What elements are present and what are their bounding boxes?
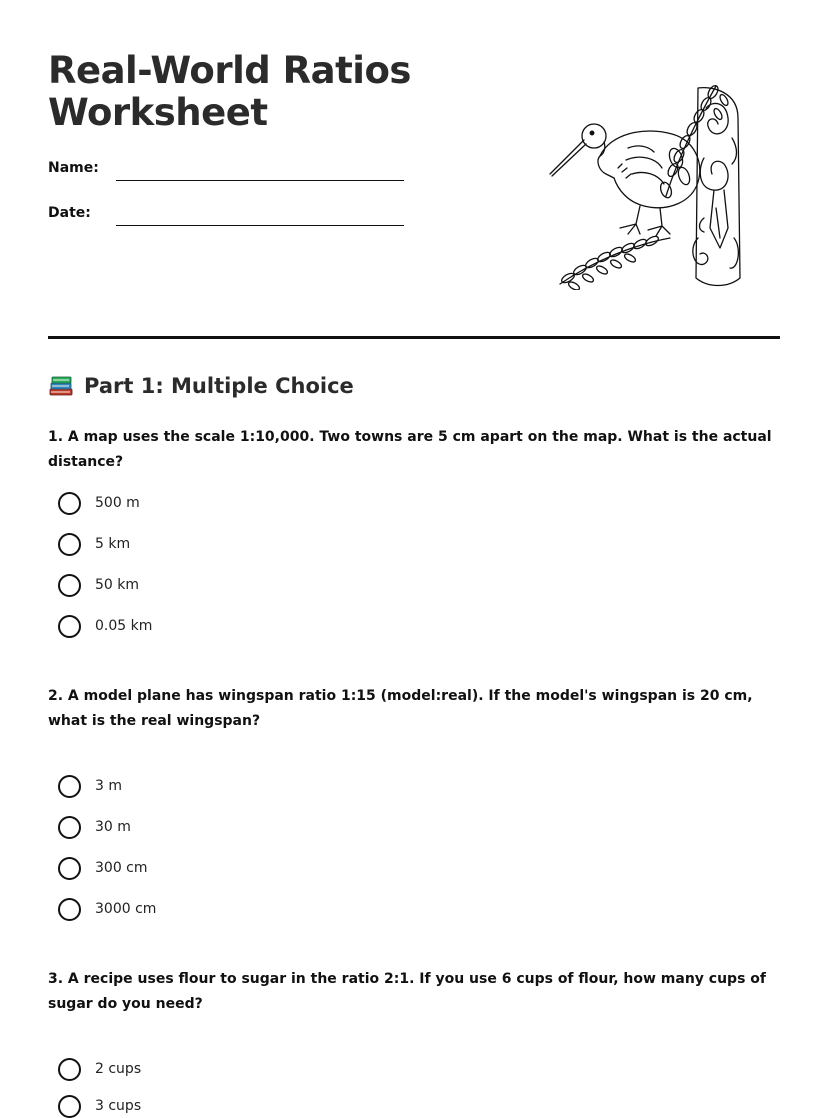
title-line-2: Worksheet bbox=[48, 91, 268, 134]
option-label: 50 km bbox=[95, 577, 140, 593]
q2-option-d[interactable] bbox=[58, 897, 156, 921]
radio-button[interactable] bbox=[58, 574, 81, 597]
option-label: 3 cups bbox=[95, 1098, 142, 1114]
radio-button[interactable] bbox=[58, 533, 81, 556]
q3-option-a[interactable] bbox=[58, 1057, 141, 1081]
q2-option-a[interactable] bbox=[58, 774, 122, 798]
date-line[interactable] bbox=[116, 225, 404, 226]
kiwi-bird-with-fern-and-carving-icon bbox=[548, 78, 748, 290]
name-label: Name: bbox=[48, 160, 99, 176]
radio-button[interactable] bbox=[58, 816, 81, 839]
date-label: Date: bbox=[48, 205, 91, 221]
question-1: 1. A map uses the scale 1:10,000. Two towns are 5 cm apart on the map. What is the actual distance? bbox=[48, 429, 772, 470]
q2-option-b[interactable] bbox=[58, 815, 131, 839]
radio-button[interactable] bbox=[58, 615, 81, 638]
option-label: 300 cm bbox=[95, 860, 148, 876]
option-label: 3000 cm bbox=[95, 901, 157, 917]
section-heading bbox=[48, 374, 354, 398]
radio-button[interactable] bbox=[58, 492, 81, 515]
q1-option-c[interactable] bbox=[58, 573, 139, 597]
q3-option-b[interactable] bbox=[58, 1094, 141, 1118]
worksheet-title bbox=[48, 50, 411, 134]
worksheet-page bbox=[48, 0, 780, 1118]
question-2: 2. A model plane has wingspan ratio 1:15 (model:real). If the model's wingspan is 20 cm, what is the real wingspan? bbox=[48, 688, 753, 729]
q1-option-d[interactable] bbox=[58, 614, 152, 638]
radio-button[interactable] bbox=[58, 1058, 81, 1081]
radio-button[interactable] bbox=[58, 1095, 81, 1118]
name-line[interactable] bbox=[116, 180, 404, 181]
option-label: 2 cups bbox=[95, 1061, 142, 1077]
books-icon bbox=[48, 374, 74, 398]
option-label: 3 m bbox=[95, 778, 122, 794]
option-label: 30 m bbox=[95, 819, 131, 835]
section-title: Part 1: Multiple Choice bbox=[84, 374, 354, 398]
title-line-1: Real-World Ratios bbox=[48, 49, 411, 92]
option-label: 5 km bbox=[95, 536, 131, 552]
q1-option-b[interactable] bbox=[58, 532, 130, 556]
q1-option-a[interactable] bbox=[58, 491, 140, 515]
option-label: 500 m bbox=[95, 495, 140, 511]
radio-button[interactable] bbox=[58, 898, 81, 921]
question-3: 3. A recipe uses flour to sugar in the ratio 2:1. If you use 6 cups of flour, how many cups of sugar do you need? bbox=[48, 971, 766, 1012]
header-divider bbox=[48, 336, 780, 339]
radio-button[interactable] bbox=[58, 857, 81, 880]
option-label: 0.05 km bbox=[95, 618, 153, 634]
q2-option-c[interactable] bbox=[58, 856, 148, 880]
radio-button[interactable] bbox=[58, 775, 81, 798]
